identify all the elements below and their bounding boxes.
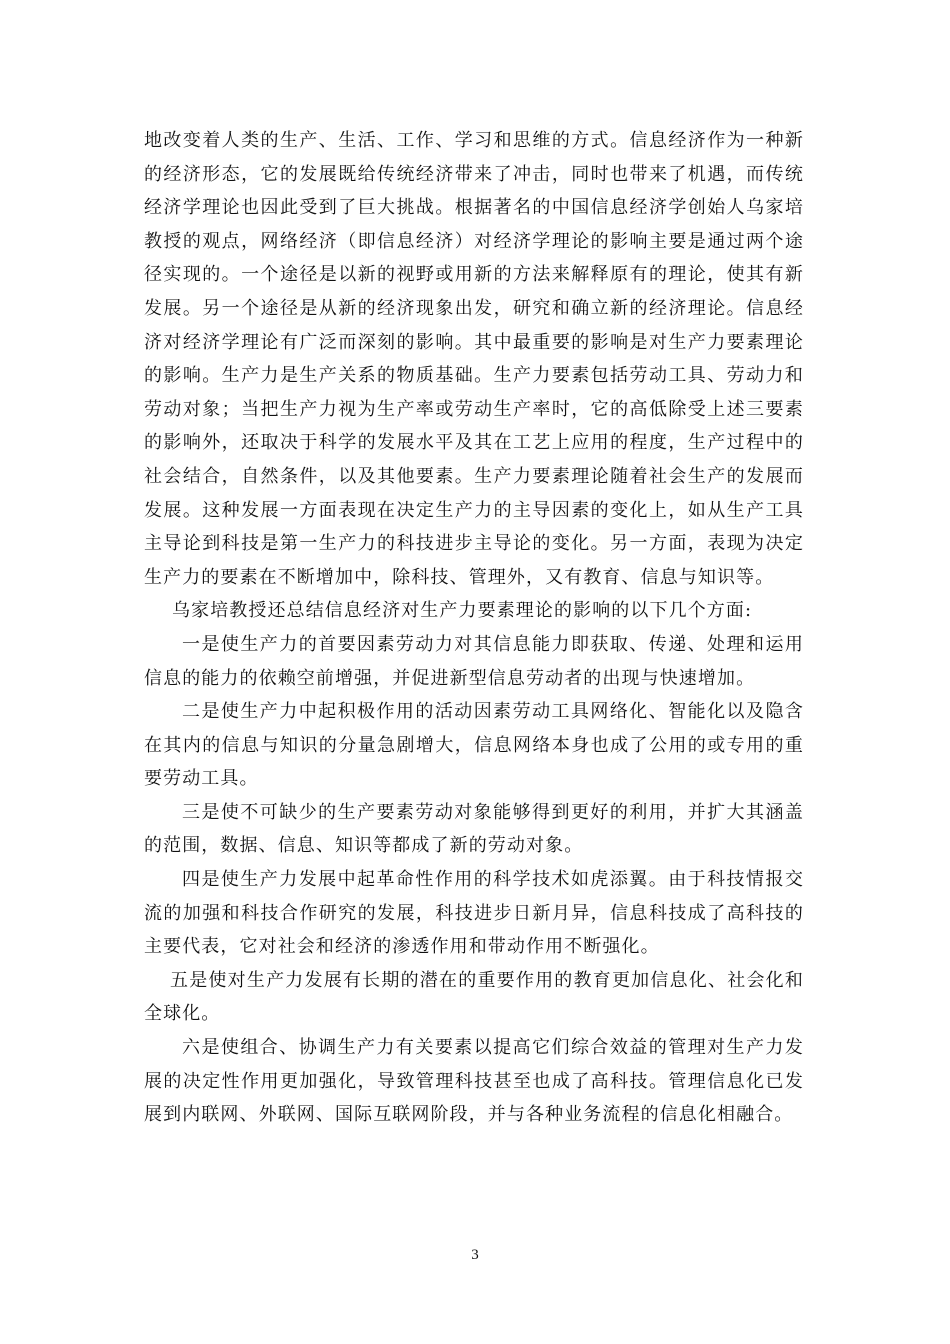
page-number: 3 xyxy=(471,1247,479,1263)
document-body xyxy=(144,124,804,1132)
paragraph-point-6: 六是使组合、协调生产力有关要素以提高它们综合效益的管理对生产力发展的决定性作用更加强化，导致管理科技甚至也成了高科技。管理信息化已发展到内联网、外联网、国际互联网阶段，并与各种业务流程的信息化相融合。 xyxy=(144,1037,804,1126)
paragraph-point-4: 四是使生产力发展中起革命性作用的科学技术如虎添翼。由于科技情报交流的加强和科技合作研究的发展，科技进步日新月异，信息科技成了高科技的主要代表，它对社会和经济的渗透作用和带动作用不断强化。 xyxy=(144,869,804,958)
paragraph-intro: 地改变着人类的生产、生活、工作、学习和思维的方式。信息经济作为一种新的经济形态，它的发展既给传统经济带来了冲击，同时也带来了机遇，而传统经济学理论也因此受到了巨大挑战。根据著名的中国信息经济学创始人乌家培教授的观点，网络经济（即信息经济）对经济学理论的影响主要是通过两个途径实现的。一个途径是以新的视野或用新的方法来解释原有的理论，使其有新发展。另一个途径是从新的经济现象出发，研究和确立新的经济理论。信息经济对经济学理论有广泛而深刻的影响。其中最重要的影响是对生产力要素理论的影响。生产力是生产关系的物质基础。生产力要素包括劳动工具、劳动力和劳动对象；当把生产力视为生产率或劳动生产率时，它的高低除受上述三要素的影响外，还取决于科学的发展水平及其在工艺上应用的程度，生产过程中的社会结合，自然条件，以及其他要素。生产力要素理论随着社会生产的发展而发展。这种发展一方面表现在决定生产力的主导因素的变化上，如从生产工具主导论到科技是第一生产力的科技进步主导论的变化。另一方面，表现为决定生产力的要素在不断增加中，除科技、管理外，又有教育、信息与知识等。 xyxy=(144,130,804,588)
paragraph-summary-lead: 乌家培教授还总结信息经济对生产力要素理论的影响的以下几个方面: xyxy=(172,600,753,622)
paragraph-point-2: 二是使生产力中起积极作用的活动因素劳动工具网络化、智能化以及隐含在其内的信息与知识的分量急剧增大，信息网络本身也成了公用的或专用的重要劳动工具。 xyxy=(144,701,804,790)
paragraph-point-3: 三是使不可缺少的生产要素劳动对象能够得到更好的利用，并扩大其涵盖的范围，数据、信息、知识等都成了新的劳动对象。 xyxy=(144,801,804,857)
paragraph-point-5: 五是使对生产力发展有长期的潜在的重要作用的教育更加信息化、社会化和全球化。 xyxy=(144,969,804,1025)
paragraph-point-1: 一是使生产力的首要因素劳动力对其信息能力即获取、传递、处理和运用信息的能力的依赖空前增强，并促进新型信息劳动者的出现与快速增加。 xyxy=(144,633,804,689)
